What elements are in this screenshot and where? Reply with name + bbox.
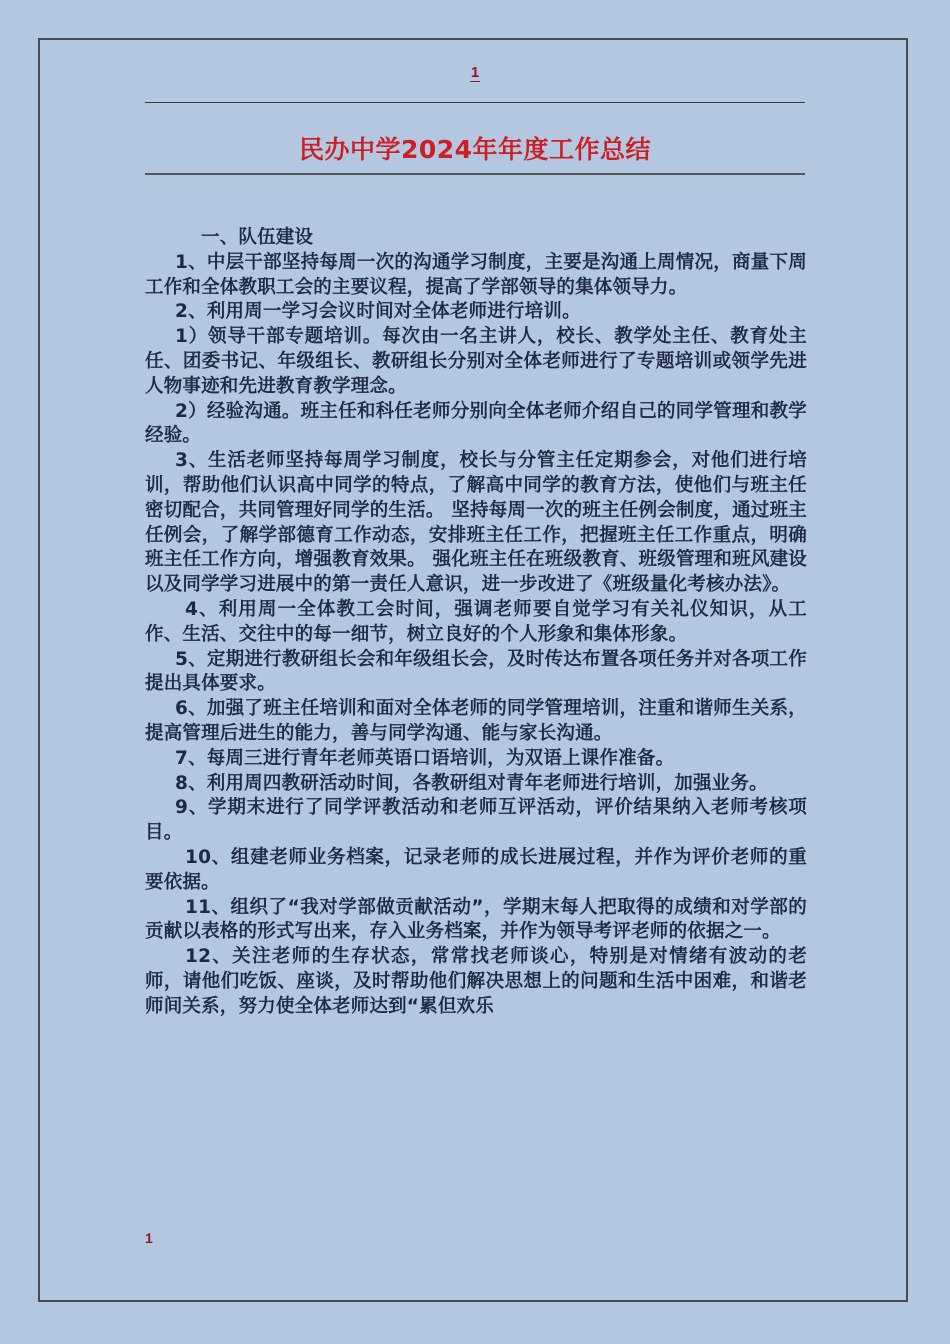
title-divider [145, 173, 805, 175]
footer-page-number: 1 [145, 1230, 153, 1246]
document-body [145, 226, 807, 1020]
paragraph: 9、学期末进行了同学评教活动和老师互评活动，评价结果纳入老师考核项目。 [145, 797, 807, 844]
header-divider [145, 102, 805, 103]
paragraph: 2、利用周一学习会议时间对全体老师进行培训。 [175, 301, 581, 323]
paragraph: 6、加强了班主任培训和面对全体老师的同学管理培训，注重和谐师生关系，提高管理后进生的能力，善与同学沟通、能与家长沟通。 [145, 698, 807, 744]
header-page-number [0, 64, 950, 81]
paragraph: 1）领导干部专题培训。每次由一名主讲人，校长、教学处主任、教育处主任、团委书记、年级组长、教研组长分别对全体老师进行了专题培训或领学先进人物事迹和先进教育教学理念。 [145, 326, 807, 397]
paragraph: 12、关注老师的生存状态，常常找老师谈心，特别是对情绪有波动的老师，请他们吃饭、座谈，及时帮助他们解决思想上的问题和生活中困难，和谐老师间关系，努力使全体老师达到“累但欢乐 [145, 946, 807, 1017]
paragraph: 4、利用周一全体教工会时间，强调老师要自觉学习有关礼仪知识，从工作、生活、交往中的每一细节，树立良好的个人形象和集体形象。 [145, 598, 807, 645]
paragraph: 5、定期进行教研组长会和年级组长会，及时传达布置各项任务并对各项工作提出具体要求。 [145, 648, 807, 695]
header-page-number-text: 1 [470, 64, 480, 81]
paragraph: 1、中层干部坚持每周一次的沟通学习制度，主要是沟通上周情况，商量下周工作和全体教职工会的主要议程，提高了学部领导的集体领导力。 [145, 251, 807, 298]
paragraph: 8、利用周四教研活动时间，各教研组对青年老师进行培训，加强业务。 [175, 772, 768, 794]
document-title: 民办中学2024年年度工作总结 [298, 135, 652, 164]
paragraph: 一、队伍建设 [201, 227, 314, 248]
paragraph: 7、每周三进行青年老师英语口语培训，为双语上课作准备。 [175, 747, 675, 769]
paragraph: 2）经验沟通。班主任和科任老师分别向全体老师介绍自己的同学管理和教学经验。 [145, 400, 807, 447]
paragraph: 11、组织了“我对学部做贡献活动”，学期末每人把取得的成绩和对学部的贡献以表格的形式写出来，存入业务档案，并作为领导考评老师的依据之一。 [145, 896, 807, 943]
paragraph: 3、生活老师坚持每周学习制度，校长与分管主任定期参会，对他们进行培训，帮助他们认识高中同学的特点，了解高中同学的教育方法，使他们与班主任密切配合，共同管理好同学的生活。 坚持每周一次的班主任例会制度，通过班主任例会，了解学部德育工作动态，安排班主任工作，把握班主任工作重点，明确班主任工作方向，增强教育效果。 强化班主任在班级教育、班级管理和班风建设以及同学学习进展中的第一责任人意识，进一步改进了《班级量化考核办法》。 [145, 450, 807, 596]
paragraph: 10、组建老师业务档案，记录老师的成长进展过程，并作为评价老师的重要依据。 [145, 846, 807, 893]
